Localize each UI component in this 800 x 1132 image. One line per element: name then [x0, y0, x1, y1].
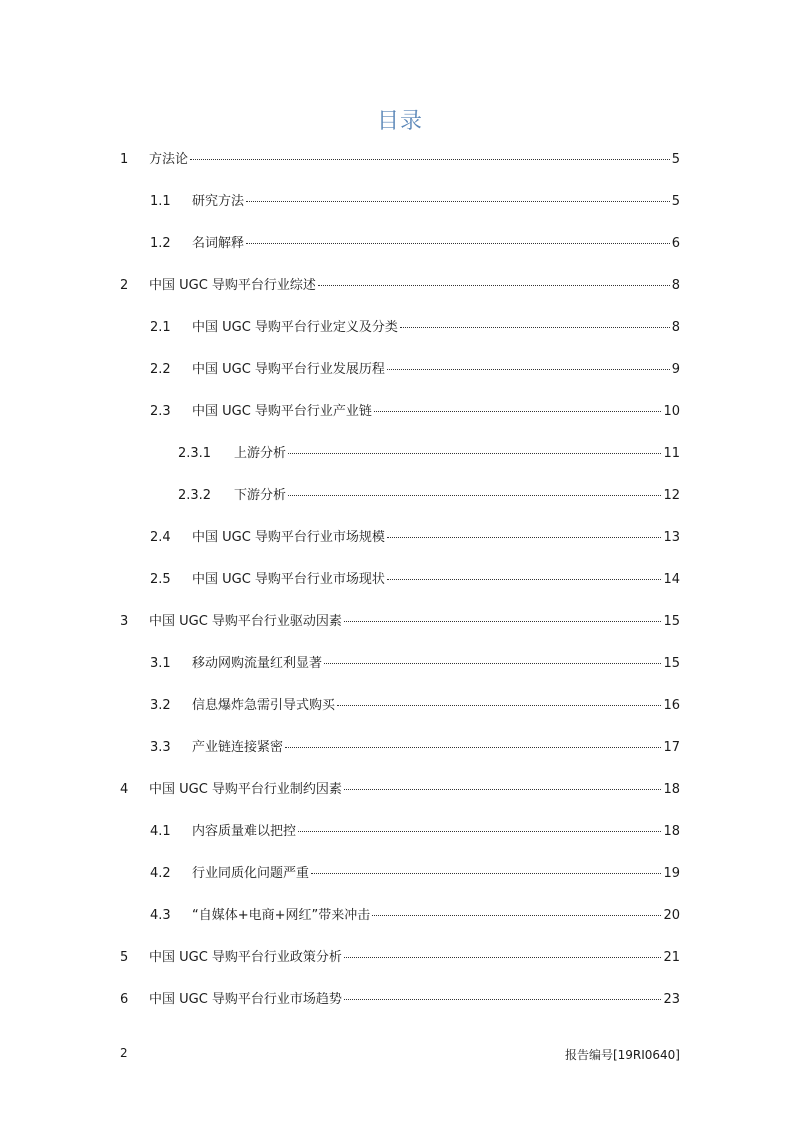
toc-entry-page: 15 [663, 614, 680, 629]
toc-entry-page: 15 [663, 656, 680, 671]
toc-dot-leader [387, 368, 670, 370]
toc-entry[interactable] [150, 904, 680, 926]
toc-entry-title: 下游分析 [234, 488, 287, 503]
toc-dot-leader [288, 494, 661, 496]
toc-dot-leader [298, 830, 661, 832]
footer-report-code: 报告编号[19RI0640] [564, 1048, 680, 1062]
toc-entry-page: 8 [671, 278, 680, 293]
toc-entry-page: 8 [671, 320, 680, 335]
toc-entry-number: 2 [120, 278, 129, 293]
toc-entry-number: 3 [120, 614, 129, 629]
toc-entry-page: 18 [663, 782, 680, 797]
toc-entry-page: 14 [663, 572, 680, 587]
toc-dot-leader [374, 410, 662, 412]
toc-entry[interactable] [150, 190, 680, 212]
toc-entry[interactable] [150, 232, 680, 254]
toc-entry-title: 中国 UGC 导购平台行业综述 [149, 278, 316, 293]
toc-entry-number: 3.3 [150, 740, 171, 755]
toc-entry-page: 18 [663, 824, 680, 839]
toc-entry[interactable] [120, 778, 680, 800]
toc-entry-page: 5 [671, 152, 680, 167]
toc-dot-leader [337, 704, 661, 706]
toc-entry[interactable] [120, 274, 680, 296]
toc-entry-number: 2.4 [150, 530, 171, 545]
toc-dot-leader [318, 284, 670, 286]
toc-entry-title: 信息爆炸急需引导式购买 [192, 698, 336, 713]
toc-entry-number: 4.3 [150, 908, 171, 923]
toc-entry-number: 1.2 [150, 236, 171, 251]
toc-entry-number: 4 [120, 782, 129, 797]
toc-dot-leader [387, 578, 662, 580]
toc-entry-title: 中国 UGC 导购平台行业市场趋势 [149, 992, 342, 1007]
toc-dot-leader [400, 326, 670, 328]
toc-dot-leader [344, 956, 662, 958]
toc-entry[interactable] [150, 736, 680, 758]
toc-entry-page: 23 [663, 992, 680, 1007]
toc-entry-title: 中国 UGC 导购平台行业市场现状 [192, 572, 385, 587]
toc-dot-leader [387, 536, 662, 538]
toc-dot-leader [285, 746, 661, 748]
toc-entry[interactable] [120, 148, 680, 170]
toc-entry-title: 中国 UGC 导购平台行业制约因素 [149, 782, 342, 797]
toc-entry-page: 20 [663, 908, 680, 923]
toc-entry-number: 2.2 [150, 362, 171, 377]
toc-entry[interactable] [150, 652, 680, 674]
toc-entry[interactable] [150, 568, 680, 590]
toc-dot-leader [190, 158, 670, 160]
toc-entry-title: 方法论 [149, 152, 189, 167]
toc-entry-page: 6 [671, 236, 680, 251]
toc-entry[interactable] [150, 316, 680, 338]
toc-entry-number: 2.3.1 [178, 446, 212, 461]
toc-dot-leader [324, 662, 661, 664]
toc-dot-leader [344, 620, 662, 622]
toc-entry-page: 21 [663, 950, 680, 965]
toc-entry-page: 9 [671, 362, 680, 377]
toc-entry-page: 16 [663, 698, 680, 713]
toc-dot-leader [246, 242, 670, 244]
toc-entry[interactable] [178, 442, 680, 464]
toc-entry-number: 3.1 [150, 656, 171, 671]
toc-dot-leader [372, 914, 661, 916]
toc-entry-number: 6 [120, 992, 129, 1007]
toc-entry-title: 上游分析 [234, 446, 287, 461]
toc-entry-title: 中国 UGC 导购平台行业发展历程 [192, 362, 385, 377]
toc-entry[interactable] [150, 862, 680, 884]
toc-dot-leader [344, 998, 662, 1000]
toc-entry[interactable] [120, 946, 680, 968]
toc-entry-title: 中国 UGC 导购平台行业市场规模 [192, 530, 385, 545]
toc-dot-leader [311, 872, 661, 874]
toc-entry-number: 2.1 [150, 320, 171, 335]
toc-entry-page: 5 [671, 194, 680, 209]
toc-entry-number: 1.1 [150, 194, 171, 209]
toc-entry-title: 中国 UGC 导购平台行业驱动因素 [149, 614, 342, 629]
footer-page-number: 2 [120, 1046, 128, 1060]
toc-entry-title: 产业链连接紧密 [192, 740, 284, 755]
toc-entry-title: “自媒体+电商+网红”带来冲击 [192, 908, 371, 923]
toc-entry-page: 19 [663, 866, 680, 881]
toc-dot-leader [288, 452, 661, 454]
toc-entry[interactable] [150, 694, 680, 716]
toc-entry[interactable] [120, 988, 680, 1010]
toc-entry-title: 中国 UGC 导购平台行业政策分析 [149, 950, 342, 965]
toc-entry-number: 5 [120, 950, 129, 965]
toc-entry-title: 行业同质化问题严重 [192, 866, 310, 881]
toc-entry-page: 12 [663, 488, 680, 503]
toc-entry-title: 内容质量难以把控 [192, 824, 297, 839]
toc-dot-leader [246, 200, 670, 202]
toc-entry-number: 2.5 [150, 572, 171, 587]
toc-entry[interactable] [120, 610, 680, 632]
toc-entry[interactable] [178, 484, 680, 506]
toc-entry-title: 移动网购流量红利显著 [192, 656, 323, 671]
toc-entry[interactable] [150, 526, 680, 548]
toc-entry-number: 1 [120, 152, 129, 167]
toc-entry-number: 2.3.2 [178, 488, 212, 503]
toc-entry-title: 中国 UGC 导购平台行业产业链 [192, 404, 372, 419]
toc-entry-number: 2.3 [150, 404, 171, 419]
toc-entry[interactable] [150, 400, 680, 422]
toc-dot-leader [344, 788, 662, 790]
toc-entry-page: 17 [663, 740, 680, 755]
toc-entry[interactable] [150, 358, 680, 380]
toc-entry-page: 11 [663, 446, 680, 461]
toc-entry-number: 3.2 [150, 698, 171, 713]
toc-entry[interactable] [150, 820, 680, 842]
page-title: 目录 [376, 109, 423, 134]
toc-entry-page: 13 [663, 530, 680, 545]
toc-entry-page: 10 [663, 404, 680, 419]
toc-entry-title: 研究方法 [192, 194, 245, 209]
toc-entry-number: 4.1 [150, 824, 171, 839]
toc-entry-title: 名词解释 [192, 236, 245, 251]
toc-entry-number: 4.2 [150, 866, 171, 881]
toc-entry-title: 中国 UGC 导购平台行业定义及分类 [192, 320, 398, 335]
